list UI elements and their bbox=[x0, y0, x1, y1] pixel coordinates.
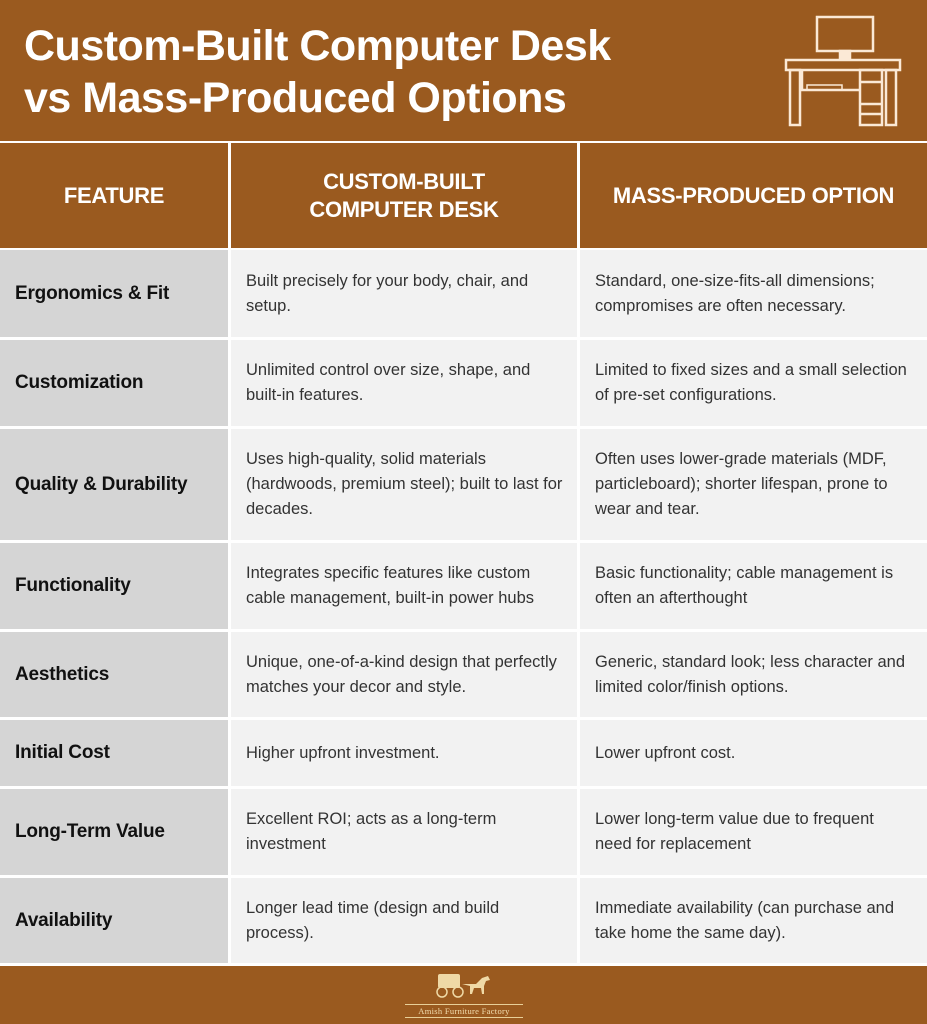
row-mass-value: Basic functionality; cable management is often an afterthought bbox=[580, 543, 927, 629]
row-mass-value: Immediate availability (can purchase and take home the same day). bbox=[580, 878, 927, 963]
amish-furniture-factory-logo bbox=[405, 972, 523, 1018]
row-custom-value: Unlimited control over size, shape, and built-in features. bbox=[231, 340, 577, 426]
comparison-table bbox=[0, 143, 927, 248]
row-custom-value: Uses high-quality, solid materials (hardwoods, premium steel); built to last for decades. bbox=[231, 429, 577, 540]
computer-desk-icon bbox=[782, 12, 904, 130]
title-line-2: vs Mass-Produced Options bbox=[24, 74, 567, 122]
page-title bbox=[24, 20, 611, 124]
header-feature: FEATURE bbox=[0, 143, 228, 248]
row-feature: Ergonomics & Fit bbox=[0, 250, 228, 337]
row-feature: Customization bbox=[0, 340, 228, 426]
row-custom-value: Unique, one-of-a-kind design that perfectly matches your decor and style. bbox=[231, 632, 577, 717]
row-custom-value: Built precisely for your body, chair, and setup. bbox=[231, 250, 577, 337]
horse-buggy-icon bbox=[432, 972, 496, 998]
row-mass-value: Lower long-term value due to frequent need for replacement bbox=[580, 789, 927, 875]
row-mass-value: Standard, one-size-fits-all dimensions; compromises are often necessary. bbox=[580, 250, 927, 337]
row-feature: Long-Term Value bbox=[0, 789, 228, 875]
row-feature: Functionality bbox=[0, 543, 228, 629]
row-feature: Availability bbox=[0, 878, 228, 963]
row-mass-value: Often uses lower-grade materials (MDF, particleboard); shorter lifespan, prone to wear and tear. bbox=[580, 429, 927, 540]
row-feature: Quality & Durability bbox=[0, 429, 228, 540]
row-custom-value: Integrates specific features like custom cable management, built-in power hubs bbox=[231, 543, 577, 629]
footer bbox=[0, 966, 927, 1024]
row-feature: Initial Cost bbox=[0, 720, 228, 786]
logo-text: Amish Furniture Factory bbox=[405, 1004, 523, 1018]
row-custom-value: Excellent ROI; acts as a long-term investment bbox=[231, 789, 577, 875]
row-mass-value: Generic, standard look; less character and limited color/finish options. bbox=[580, 632, 927, 717]
table-body bbox=[0, 250, 927, 963]
title-line-1: Custom-Built Computer Desk bbox=[24, 22, 611, 70]
row-mass-value: Lower upfront cost. bbox=[580, 720, 927, 786]
header-banner bbox=[0, 0, 927, 141]
row-feature: Aesthetics bbox=[0, 632, 228, 717]
row-custom-value: Longer lead time (design and build process). bbox=[231, 878, 577, 963]
row-mass-value: Limited to fixed sizes and a small selection of pre-set configurations. bbox=[580, 340, 927, 426]
header-mass: MASS-PRODUCED OPTION bbox=[580, 143, 927, 248]
header-custom: CUSTOM-BUILT COMPUTER DESK bbox=[231, 143, 577, 248]
row-custom-value: Higher upfront investment. bbox=[231, 720, 577, 786]
